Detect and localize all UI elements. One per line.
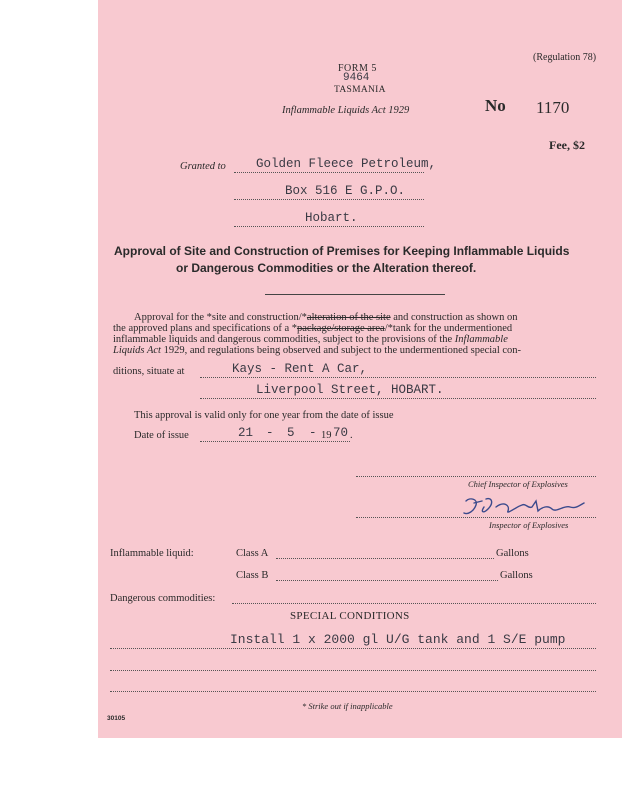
grantee-name: Golden Fleece Petroleum,: [256, 157, 437, 171]
regulation-note: (Regulation 78): [533, 52, 597, 63]
date-dash-1: -: [266, 426, 274, 440]
dangerous-commodities-label: Dangerous commodities:: [110, 593, 216, 604]
class-a-label: Class A: [236, 548, 269, 559]
date-year-prefix: 19: [321, 430, 332, 441]
form-label: FORM 5: [338, 63, 377, 74]
date-day: 21: [238, 426, 254, 440]
form-number: 9464: [343, 72, 370, 84]
number-prefix: No: [485, 96, 506, 115]
body-line-4: [113, 345, 521, 356]
body-line-2-a: the approved plans and specifications of a *: [113, 323, 297, 334]
chief-inspector-label: Chief Inspector of Explosives: [468, 479, 568, 489]
form-code: 30105: [107, 715, 126, 722]
body-line-1-struck: alteration of the site: [306, 312, 391, 323]
grantee-address: Box 516 E G.P.O.: [285, 184, 406, 198]
date-line: [200, 441, 350, 442]
situate-address-1: Kays - Rent A Car,: [232, 362, 368, 376]
title-line-1: Approval of Site and Construction of Premises for Keeping Inflammable Liquids: [114, 244, 570, 258]
number-label: [485, 96, 506, 116]
inspector-signature-line: [356, 517, 596, 518]
situate-line-1: [200, 377, 596, 378]
special-line-2: [110, 670, 596, 671]
body-line-3-a: inflammable liquids and dangerous commodities, subject to the provisions of the: [113, 334, 453, 345]
body-line-4-a: 1929, and regulations being observed and subject to the undermentioned special con-: [163, 345, 522, 356]
body-line-4-ital: Liquids Act: [113, 345, 161, 356]
strike-out-note: * Strike out if inapplicable: [302, 701, 393, 711]
body-line-1-a: Approval for the *site and construction/*: [134, 312, 307, 323]
date-end: .: [350, 430, 353, 441]
inspector-label: Inspector of Explosives: [489, 520, 569, 530]
title-line-2: or Dangerous Commodities or the Alteration thereof.: [176, 261, 477, 275]
inflammable-liquid-label: Inflammable liquid:: [110, 548, 194, 559]
chief-signature-line: [356, 476, 596, 477]
date-dash-2: -: [309, 426, 317, 440]
body-line-1: [134, 312, 517, 323]
class-b-label: Class B: [236, 570, 269, 581]
body-line-3: [113, 334, 508, 345]
certificate-number: 1170: [536, 98, 570, 117]
body-line-2: [113, 323, 512, 334]
body-line-1-b: and construction as shown on: [390, 312, 518, 323]
granted-line-1: [234, 172, 424, 173]
situate-address-2: Liverpool Street, HOBART.: [256, 383, 444, 397]
title-rule: [265, 294, 445, 295]
validity-text: This approval is valid only for one year from the date of issue: [134, 410, 394, 421]
act-title: Inflammable Liquids Act 1929: [282, 105, 410, 116]
granted-to-label: Granted to: [180, 161, 226, 172]
special-line-1: [110, 648, 596, 649]
date-month: 5: [287, 426, 295, 440]
special-line-3: [110, 691, 596, 692]
class-b-line: [276, 580, 498, 581]
fee-label: Fee, $2: [549, 138, 585, 152]
grantee-city: Hobart.: [305, 211, 358, 225]
class-a-gallons: Gallons: [496, 548, 529, 559]
class-b-gallons: Gallons: [500, 570, 533, 581]
date-label: Date of issue: [134, 430, 189, 441]
body-line-3-ital: Inflammable: [454, 334, 508, 345]
situate-label: ditions, situate at: [113, 366, 185, 377]
granted-line-3: [234, 226, 424, 227]
body-line-2-struck: package/storage area: [296, 323, 385, 334]
body-line-2-b: /*tank for the undermentioned: [384, 323, 513, 334]
signature-text: J. I. Clark: [460, 517, 464, 518]
dangerous-line: [232, 603, 596, 604]
special-conditions-heading: SPECIAL CONDITIONS: [290, 610, 410, 622]
special-condition-text: Install 1 x 2000 gl U/G tank and 1 S/E pump: [230, 632, 566, 647]
situate-line-2: [200, 398, 596, 399]
state-label: TASMANIA: [334, 85, 386, 95]
date-year: 70: [333, 426, 349, 440]
class-a-line: [276, 558, 494, 559]
granted-line-2: [234, 199, 424, 200]
